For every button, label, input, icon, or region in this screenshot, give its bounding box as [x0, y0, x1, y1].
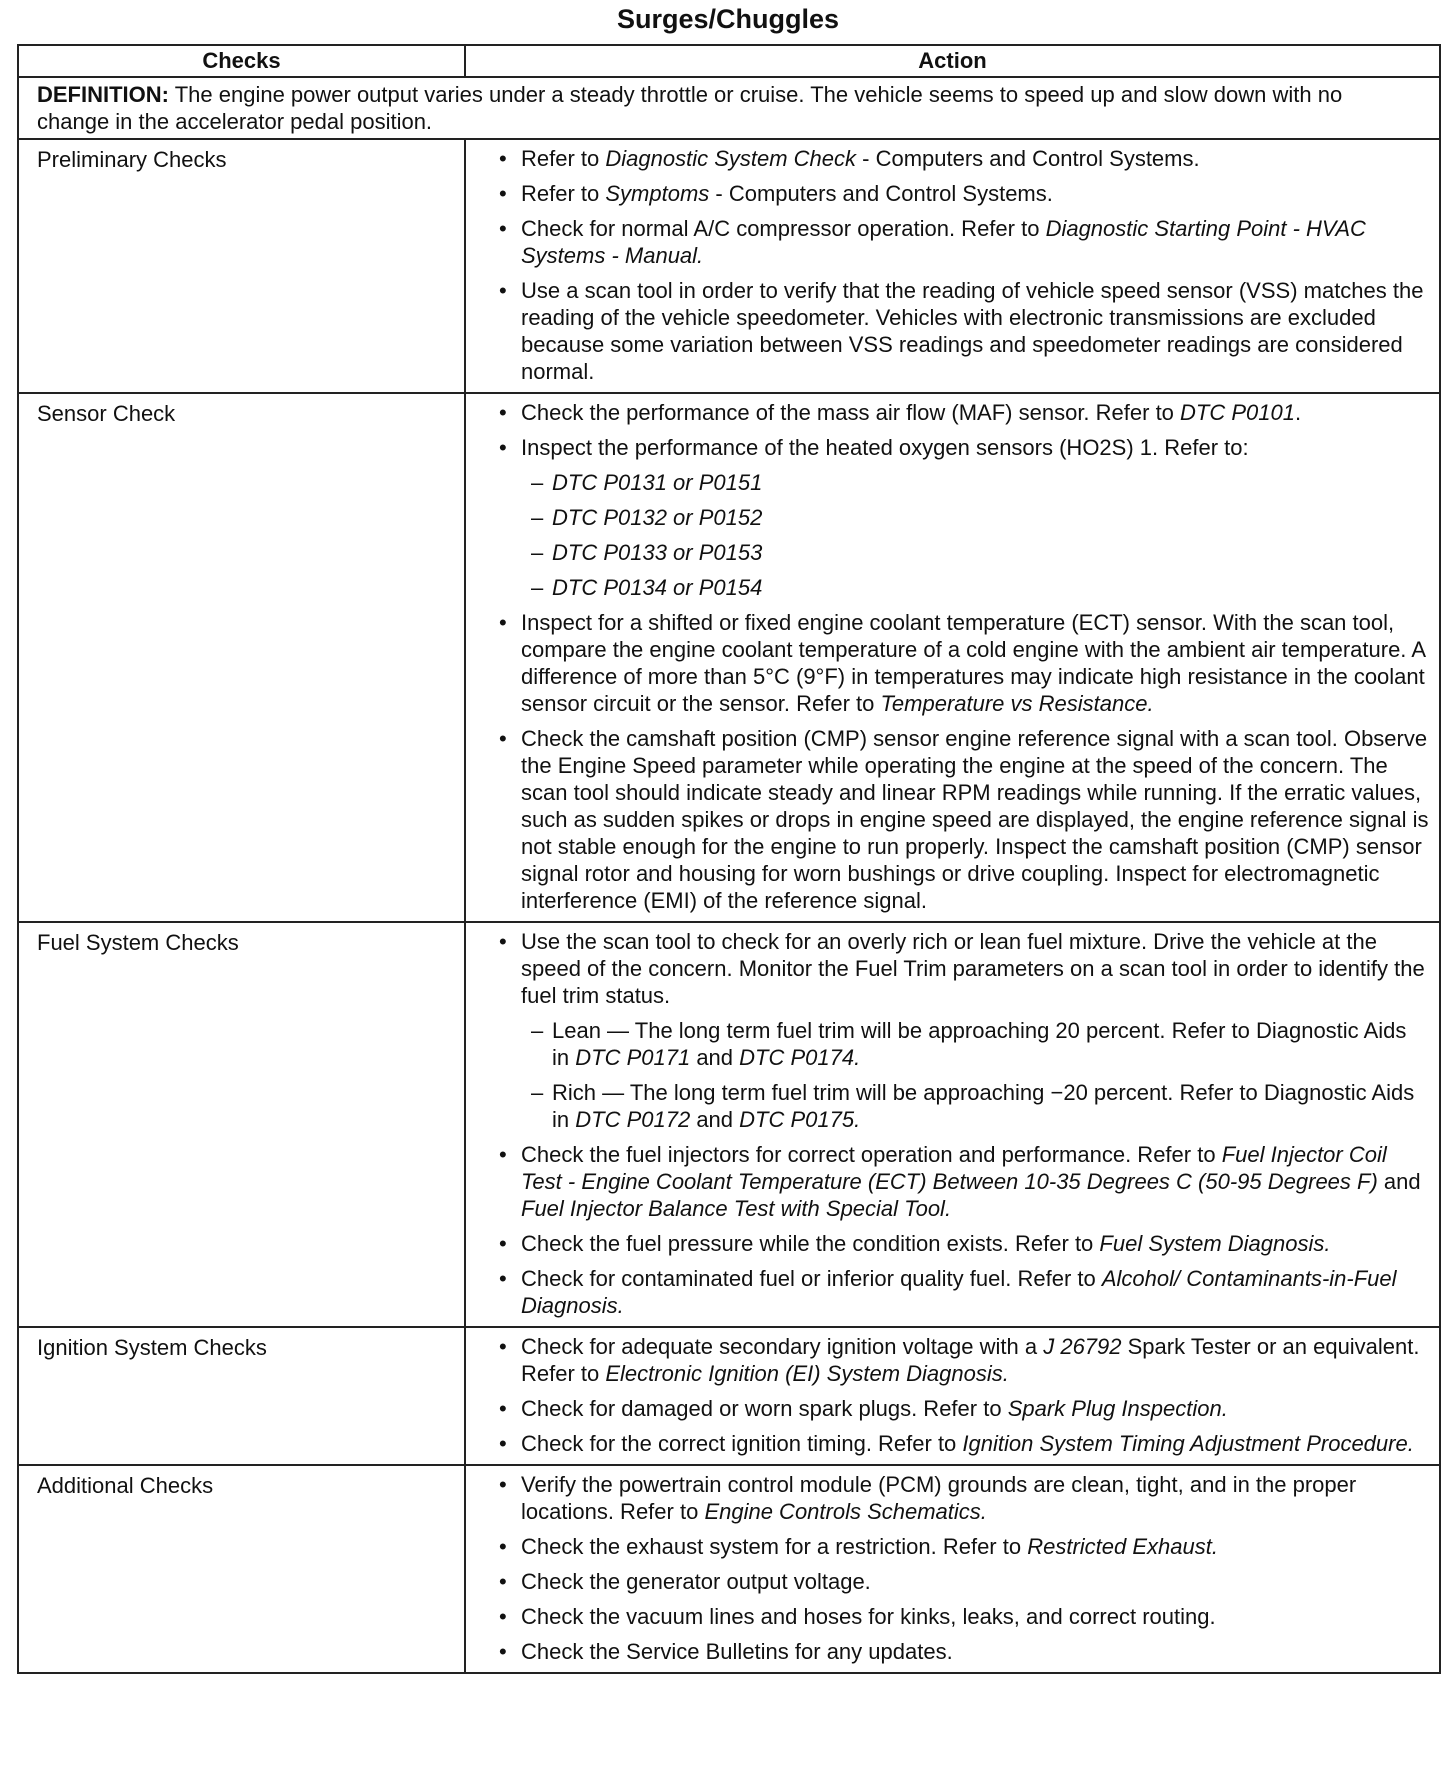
text-run: Check the Service Bulletins for any updates.: [521, 1639, 953, 1664]
text-run: Check the generator output voltage.: [521, 1569, 871, 1594]
action-cell: [465, 393, 1440, 922]
reference-text: DTC P0171: [575, 1045, 691, 1070]
reference-text: DTC P0133 or P0153: [552, 540, 763, 565]
action-item: [497, 145, 1429, 172]
text-run: Check the exhaust system for a restriction. Refer to: [521, 1534, 1028, 1559]
action-cell: [465, 922, 1440, 1327]
action-list: [497, 1471, 1429, 1665]
reference-text: Fuel System Diagnosis.: [1099, 1231, 1331, 1256]
checks-column-header: Checks: [18, 45, 465, 77]
reference-text: DTC P0101: [1180, 400, 1295, 425]
text-run: Check for damaged or worn spark plugs. Refer to: [521, 1396, 1008, 1421]
reference-text: DTC P0172: [575, 1107, 691, 1132]
reference-text: Fuel Injector Balance Test with Special Tool.: [521, 1196, 952, 1221]
text-run: - Computers and Control Systems.: [709, 181, 1053, 206]
reference-text: Engine Controls Schematics.: [704, 1499, 987, 1524]
reference-text: Diagnostic Starting Point - HVAC Systems - Manual.: [521, 216, 1366, 268]
text-run: Inspect the performance of the heated oxygen sensors (HO2S) 1. Refer to:: [521, 435, 1249, 460]
table-row: [18, 922, 1440, 1327]
definition-cell: [18, 77, 1440, 139]
text-run: Check the vacuum lines and hoses for kinks, leaks, and correct routing.: [521, 1604, 1216, 1629]
action-item: [497, 1638, 1429, 1665]
text-run: Check the fuel pressure while the condition exists. Refer to: [521, 1231, 1100, 1256]
check-category: Fuel System Checks: [18, 922, 465, 1327]
reference-text: Ignition System Timing Adjustment Procedure.: [962, 1431, 1414, 1456]
table-row: [18, 393, 1440, 922]
action-item: [497, 1333, 1429, 1387]
action-item: [497, 1395, 1429, 1422]
reference-text: J 26792: [1043, 1334, 1122, 1359]
action-item: [497, 1471, 1429, 1525]
sub-list: [521, 469, 1429, 601]
reference-text: DTC P0175.: [739, 1107, 861, 1132]
action-item: [497, 215, 1429, 269]
definition-label: DEFINITION:: [37, 82, 169, 107]
check-category: Preliminary Checks: [18, 139, 465, 393]
reference-text: Symptoms: [605, 181, 710, 206]
reference-text: DTC P0132 or P0152: [552, 505, 763, 530]
text-run: Check for normal A/C compressor operation. Refer to: [521, 216, 1046, 241]
action-list: [497, 399, 1429, 914]
definition-text: The engine power output varies under a steady throttle or cruise. The vehicle seems to speed up and slow down with no change in the accelerator pedal position.: [37, 82, 1343, 134]
reference-text: Diagnostic System Check: [605, 146, 857, 171]
action-item: [497, 399, 1429, 426]
sub-item: [521, 469, 1429, 496]
table-row: [18, 1327, 1440, 1465]
action-item: [497, 725, 1429, 914]
sub-list: [521, 1017, 1429, 1133]
reference-text: DTC P0174.: [739, 1045, 861, 1070]
reference-text: DTC P0131 or P0151: [552, 470, 763, 495]
reference-text: Restricted Exhaust.: [1027, 1534, 1218, 1559]
text-run: Rich — The long term fuel trim will be approaching −20 percent. Refer to Diagnostic Aids in: [552, 1080, 1415, 1132]
sub-item: [521, 1017, 1429, 1071]
text-run: Refer to: [521, 181, 606, 206]
text-run: and: [690, 1045, 740, 1070]
text-run: Spark Tester or an equivalent. Refer to: [521, 1334, 1420, 1386]
text-run: and: [1377, 1169, 1421, 1194]
action-list: [497, 1333, 1429, 1457]
action-item: [497, 1141, 1429, 1222]
text-run: Refer to: [521, 146, 606, 171]
action-item: [497, 1265, 1429, 1319]
check-category: Sensor Check: [18, 393, 465, 922]
reference-text: Alcohol/ Contaminants-in-Fuel Diagnosis.: [521, 1266, 1397, 1318]
text-run: - Computers and Control Systems.: [856, 146, 1200, 171]
sub-item: [521, 539, 1429, 566]
sub-item: [521, 504, 1429, 531]
reference-text: Temperature vs Resistance.: [880, 691, 1154, 716]
action-list: [497, 928, 1429, 1319]
reference-text: Fuel Injector Coil Test - Engine Coolant Temperature (ECT) Between 10-35 Degrees C (50-95 Degrees F): [521, 1142, 1387, 1194]
definition-row: [18, 77, 1440, 139]
header-row: [18, 45, 1440, 77]
sub-item: [521, 574, 1429, 601]
text-run: Use the scan tool to check for an overly rich or lean fuel mixture. Drive the vehicle at the speed of the concern. Monitor the Fuel Trim parameters on a scan tool in order to identify the fuel trim status.: [521, 929, 1425, 1008]
text-run: Check the performance of the mass air flow (MAF) sensor. Refer to: [521, 400, 1181, 425]
text-run: Check for the correct ignition timing. Refer to: [521, 1431, 963, 1456]
action-item: [497, 1533, 1429, 1560]
text-run: .: [1294, 400, 1302, 425]
text-run: Check for contaminated fuel or inferior quality fuel. Refer to: [521, 1266, 1102, 1291]
action-cell: [465, 139, 1440, 393]
sub-item: [521, 1079, 1429, 1133]
text-run: Check the fuel injectors for correct operation and performance. Refer to: [521, 1142, 1222, 1167]
text-run: Use a scan tool in order to verify that the reading of vehicle speed sensor (VSS) matches the reading of the vehicle speedometer. Vehicles with electronic transmissions are excluded because some variation between VSS readings and speedometer readings are considered normal.: [521, 278, 1424, 384]
reference-text: Electronic Ignition (EI) System Diagnosis.: [605, 1361, 1009, 1386]
action-item: [497, 928, 1429, 1133]
action-cell: [465, 1327, 1440, 1465]
check-category: Additional Checks: [18, 1465, 465, 1673]
action-column-header: Action: [465, 45, 1440, 77]
check-category: Ignition System Checks: [18, 1327, 465, 1465]
text-run: Inspect for a shifted or fixed engine coolant temperature (ECT) sensor. With the scan tool, compare the engine coolant temperature of a cold engine with the ambient air temperature. A difference of more than 5°C (9°F) in temperatures may indicate high resistance in the coolant sensor circuit or the sensor. Refer to: [521, 610, 1425, 716]
action-item: [497, 1230, 1429, 1257]
text-run: Check the camshaft position (CMP) sensor engine reference signal with a scan tool. Observe the Engine Speed parameter while operating the engine at the speed of the concern. The scan tool should indicate steady and linear RPM readings while running. If the erratic values, such as sudden spikes or drops in engine speed are displayed, the engine reference signal is not stable enough for the engine to run properly. Inspect the camshaft position (CMP) sensor signal rotor and housing for worn bushings or drive coupling. Inspect for electromagnetic interference (EMI) of the reference signal.: [521, 726, 1429, 913]
action-item: [497, 277, 1429, 385]
text-run: Verify the powertrain control module (PCM) grounds are clean, tight, and in the proper locations. Refer to: [521, 1472, 1357, 1524]
table-row: [18, 1465, 1440, 1673]
table-row: [18, 139, 1440, 393]
text-run: Check for adequate secondary ignition voltage with a: [521, 1334, 1044, 1359]
reference-text: DTC P0134 or P0154: [552, 575, 763, 600]
page-title: Surges/Chuggles: [616, 4, 840, 34]
action-item: [497, 1603, 1429, 1630]
action-item: [497, 1568, 1429, 1595]
action-item: [497, 1430, 1429, 1457]
action-item: [497, 609, 1429, 717]
diagnostic-table: [17, 44, 1441, 1674]
reference-text: Spark Plug Inspection.: [1007, 1396, 1228, 1421]
action-list: [497, 145, 1429, 385]
action-item: [497, 434, 1429, 601]
text-run: Lean — The long term fuel trim will be approaching 20 percent. Refer to Diagnostic Aids in: [552, 1018, 1407, 1070]
text-run: and: [690, 1107, 740, 1132]
action-cell: [465, 1465, 1440, 1673]
action-item: [497, 180, 1429, 207]
